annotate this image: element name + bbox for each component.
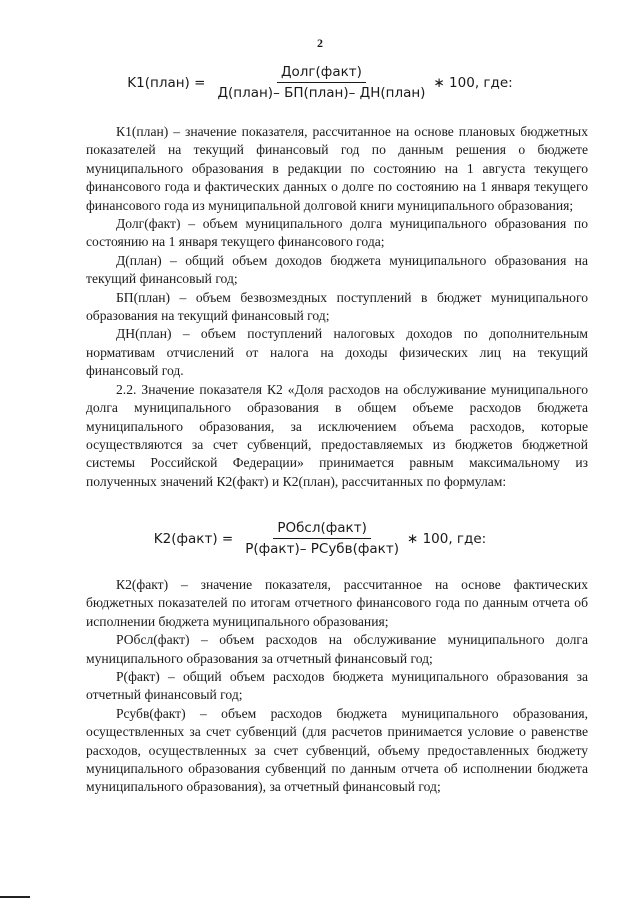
formula-fraction — [213, 64, 429, 101]
text-block-2 — [86, 576, 588, 797]
paragraph: РОбсл(факт) – объем расходов на обслуживание муниципального долга муниципального образования за отчетный финансовый год; — [86, 632, 588, 666]
paragraph: 2.2. Значение показателя К2 «Доля расходов на обслуживание муниципального долга муниципального образования в общем объеме расходов бюджета муниципального образования, за исключением объема расходов, которые осуществляются за счет субвенций, предоставляемых из бюджетов бюджетной системы Российской Федерации» принимается равным максимальному из полученных значений К2(факт) и К2(план), рассчитанных по формулам: — [86, 381, 588, 489]
scan-edge-mark — [0, 896, 30, 898]
formula-lhs: K2(факт) = — [153, 530, 234, 547]
formula-denominator: Р(факт)– РСубв(факт) — [245, 541, 399, 557]
paragraph: Долг(факт) – объем муниципального долга муниципального образования по состоянию на 1 января текущего финансового года; — [86, 216, 588, 250]
paragraph: ДН(план) – объем поступлений налоговых доходов по дополнительным нормативам отчислений от налога на доходы физических лиц на текущий финансовый год. — [86, 326, 588, 379]
paragraph: Рсубв(факт) – объем расходов бюджета муниципального образования, осуществленных за счет субвенций (для расчетов принимается условие о равенстве расходов, осуществленных за счет субвенций, объему предоставленных бюджету муниципального образования субвенций по данным отчета об исполнении бюджета муниципального образования), за отчетный финансовый год; — [86, 705, 588, 795]
formula-numerator: РОбсл(факт) — [273, 520, 371, 539]
formula-numerator: Долг(факт) — [277, 64, 366, 83]
formula-k1-plan — [0, 64, 640, 101]
formula-lhs: K1(план) = — [127, 74, 206, 91]
paragraph: К1(план) – значение показателя, рассчитанное на основе плановых бюджетных показателей на текущий финансовый год по данным решения о бюджете муниципального образования в редакции по состоянию на 1 августа текущего финансового года и фактических данных о долге по состоянию на 1 января текущего финансового года из муниципальной долговой книги муниципального образования; — [86, 124, 588, 213]
paragraph: Р(факт) – общий объем расходов бюджета муниципального образования за отчетный финансовый год; — [86, 669, 588, 703]
formula-k2-fact — [0, 520, 640, 557]
paragraph: БП(план) – объем безвозмездных поступлений в бюджет муниципального образования на текущий финансовый год; — [86, 289, 588, 324]
page-number: 2 — [317, 36, 323, 50]
formula-rhs: ∗ 100, где: — [433, 74, 513, 91]
text-block-1 — [86, 123, 588, 491]
paragraph: К2(факт) – значение показателя, рассчитанное на основе фактических бюджетных показателей по итогам отчетного финансового года по данным отчета об исполнении бюджета муниципального образования; — [86, 577, 588, 629]
formula-denominator: Д(план)– БП(план)– ДН(план) — [217, 85, 426, 101]
formula-fraction — [241, 520, 403, 557]
formula-rhs: ∗ 100, где: — [406, 530, 487, 547]
paragraph: Д(план) – общий объем доходов бюджета муниципального образования на текущий финансовый год; — [86, 252, 588, 287]
